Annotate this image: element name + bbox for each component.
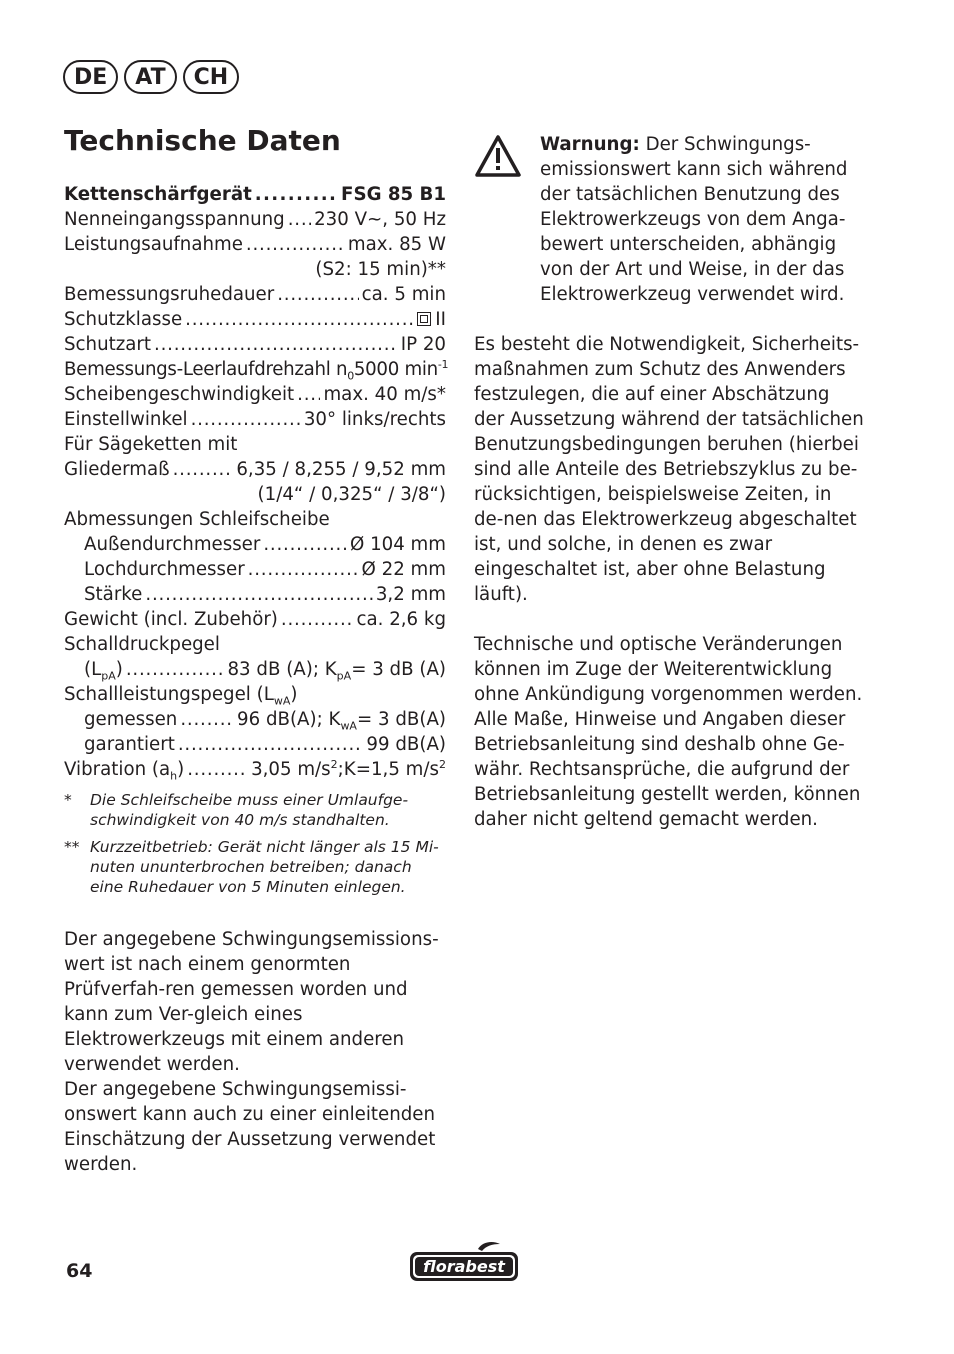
- spec-label: Bemessungs-Leerlaufdrehzahl $n_0$: [64, 359, 354, 383]
- page-number: 64: [66, 1260, 93, 1282]
- spec-row-outer: [64, 532, 446, 557]
- double-insulation-icon: [417, 312, 431, 326]
- spec-label: Schutzklasse: [64, 309, 183, 330]
- spec-pitch-inches: (1/4“ / 0,325“ / 3/8“): [257, 484, 446, 505]
- spec-value: 96 dB(A); $K_{wA}= 3$ dB(A): [237, 709, 446, 733]
- warning-label: Warnung:: [540, 134, 640, 155]
- paragraph: Es besteht die Notwendigkeit, Sicherheits-maßnahmen zum Schutz des Anwenders festzulegen, die auf einer Abschätzung der Aussetzung während der tatsächlichen Benutzungsbedingungen beruhen (hierbei sind alle Anteile des Betriebszyklus zu be-rücksichtigen, beispielsweise Zeiten, in de-nen das Elektrowerkzeug abgeschaltet ist, und solche, in denen es zwar eingeschaltet ist, aber ohne Belastung läuft).: [474, 334, 864, 605]
- spec-chains-label: Für Sägeketten mit: [64, 434, 238, 455]
- spec-label: Leistungsaufnahme: [64, 234, 243, 255]
- footnote-mark: *: [64, 791, 72, 809]
- spec-column: [64, 182, 449, 1177]
- spec-value: FSG 85 B1: [341, 184, 446, 205]
- spec-value: 99 dB(A): [366, 734, 446, 755]
- spec-dims-label: Abmessungen Schleifscheibe: [64, 509, 330, 530]
- paragraph: Der angegebene Schwingungsemissions-wert ist nach einem genormten Prüfverfah-ren gemessen worden und kann zum Ver-gleich eines Elektrowerkzeugs mit einem anderen verwendet werden.: [64, 929, 439, 1075]
- spec-label: Bemessungsruhedauer: [64, 284, 275, 305]
- spec-label: Gewicht (incl. Zubehör): [64, 609, 278, 630]
- spec-value: ca. 2,6 kg: [356, 609, 446, 630]
- warning-body: Der Schwingungs-emissionswert kann sich während der tatsächlichen Benutzung des Elektrowerkzeugs von dem Anga-bewert unterscheiden, abhängig von der Art und Weise, in der das Elektrowerkzeug verwendet wird.: [540, 134, 848, 305]
- spec-value: 3,2 mm: [375, 584, 446, 605]
- spec-row-lpa: [64, 657, 446, 682]
- footnote-text: Die Schleifscheibe muss einer Umlaufge-schwindigkeit von 40 m/s standhalten.: [90, 791, 409, 829]
- spec-label: Stärke: [84, 584, 143, 605]
- spec-row-pitch: [64, 457, 446, 482]
- spec-value: max. 85 W: [347, 234, 446, 255]
- spec-value: IP 20: [400, 334, 446, 355]
- lang-badge-de: DE: [63, 60, 118, 94]
- spec-value: 30° links/rechts: [303, 409, 446, 430]
- spec-row-vibration: [64, 757, 446, 782]
- spec-label: $(L_{pA})$: [84, 659, 123, 683]
- text-column: [474, 132, 864, 857]
- page-title: Technische Daten: [64, 124, 341, 157]
- spec-row-disc-speed: [64, 382, 446, 407]
- spec-row-measured: [64, 707, 446, 732]
- spec-row-power: [64, 232, 446, 257]
- spec-row-weight: [64, 607, 446, 632]
- spec-label: Einstellwinkel: [64, 409, 188, 430]
- spec-label: Außendurchmesser: [84, 534, 261, 555]
- warning-block: [474, 132, 864, 307]
- spec-row-idle-speed: [64, 357, 449, 383]
- spec-value: 83 dB (A); $K_{pA}= 3$ dB (A): [227, 659, 446, 683]
- paragraph: Technische und optische Veränderungen können im Zuge der Weiterentwicklung ohne Ankündigung vorgenommen werden. Alle Maße, Hinweise und Angaben dieser Betriebsanleitung sind deshalb ohne Ge-währ. Rechtsansprüche, die aufgrund der Betriebsanleitung gestellt werden, können daher nicht geltend gemacht werden.: [474, 634, 863, 830]
- spec-label: Schutzart: [64, 334, 152, 355]
- svg-text:florabest: florabest: [423, 1257, 505, 1276]
- spec-value: max. 40 m/s*: [323, 384, 446, 405]
- spec-power-note: (S2: 15 min)**: [315, 259, 446, 280]
- spec-value: Ø 104 mm: [349, 534, 446, 555]
- footnotes: [64, 790, 446, 897]
- spec-value: 6,35 / 8,255 / 9,52 mm: [236, 459, 446, 480]
- warning-text: [540, 132, 864, 307]
- spec-label: Kettenschärfgerät: [64, 184, 252, 205]
- spec-value: 5000 $\min^{-1}$: [353, 357, 449, 380]
- lang-badge-at: AT: [124, 60, 176, 94]
- warning-triangle-icon: [474, 132, 526, 307]
- spec-label: Lochdurchmesser: [84, 559, 245, 580]
- spec-row-ip: [64, 332, 446, 357]
- spec-row-rest: [64, 282, 446, 307]
- spec-label: gemessen: [84, 709, 178, 730]
- spec-row-voltage: [64, 207, 446, 232]
- footnote: [64, 837, 446, 897]
- spec-value: 3,05 $m/s^2;K=1,5$ $m/s^2$: [251, 757, 446, 780]
- language-badges: [63, 60, 239, 94]
- spec-row-protection-class: [64, 307, 446, 332]
- paragraph: Der angegebene Schwingungsemissi-onswert kann auch zu einer einleitenden Einschätzung der Aussetzung verwendet werden.: [64, 1079, 436, 1175]
- spec-row-hole: [64, 557, 446, 582]
- spec-row-guaranteed: [64, 732, 446, 757]
- spec-swl-label: Schallleistungspegel $(L_{wA})$: [64, 684, 298, 708]
- spec-value: 230 V~, 50 Hz: [314, 209, 446, 230]
- spec-label: garantiert: [84, 734, 175, 755]
- lang-badge-ch: CH: [183, 60, 240, 94]
- spec-label: Gliedermaß: [64, 459, 170, 480]
- spec-row-thickness: [64, 582, 446, 607]
- vibration-paragraphs: [64, 927, 446, 1177]
- spec-value: Ø 22 mm: [361, 559, 446, 580]
- spec-value: ca. 5 min: [361, 284, 446, 305]
- spec-row-angle: [64, 407, 446, 432]
- spec-value: II: [435, 309, 446, 330]
- spec-spl-label: Schalldruckpegel: [64, 634, 220, 655]
- spec-label: Scheibengeschwindigkeit: [64, 384, 295, 405]
- footnote: [64, 790, 446, 830]
- spec-label: Nenneingangsspannung: [64, 209, 285, 230]
- spec-row-product: [64, 182, 446, 207]
- footnote-text: Kurzzeitbetrieb: Gerät nicht länger als 15 Mi-nuten ununterbrochen betreiben; danach eine Ruhedauer von 5 Minuten einlegen.: [90, 838, 439, 896]
- footnote-mark: **: [64, 838, 80, 856]
- spec-label: Vibration $(a_h)$: [64, 759, 185, 783]
- florabest-logo: [408, 1240, 520, 1284]
